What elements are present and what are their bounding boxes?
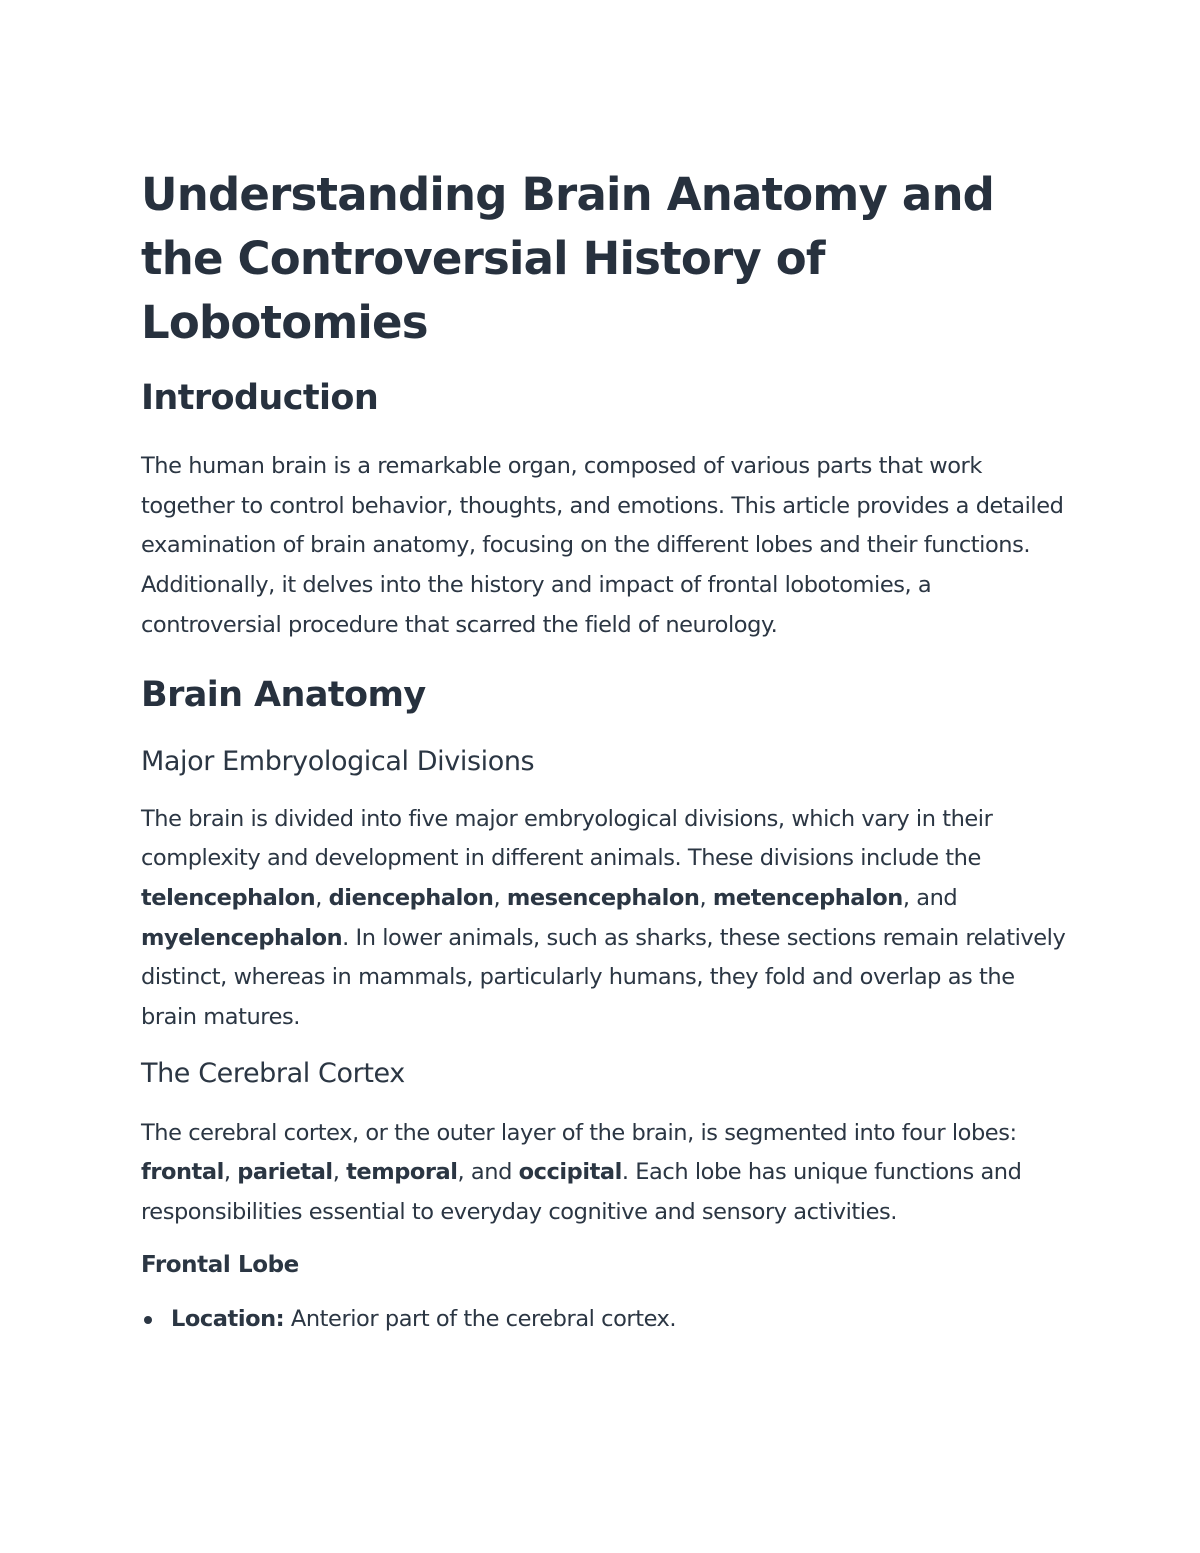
term-parietal: parietal [237,1159,333,1186]
term-temporal: temporal [346,1159,458,1186]
list-item [141,1300,1071,1340]
cerebral-cortex-paragraph [141,1114,1071,1233]
term-mesencephalon: mesencephalon [506,884,700,911]
cerebral-cortex-heading: The Cerebral Cortex [141,1057,405,1089]
embryological-divisions-heading: Major Embryological Divisions [141,745,535,777]
term-telencephalon: telencephalon [141,884,316,911]
page-title: Understanding Brain Anatomy and the Controversial History of Lobotomies [141,168,995,349]
embryological-divisions-paragraph [141,800,1071,1038]
document-page [141,163,1071,1340]
separator: , and [457,1159,519,1186]
brain-anatomy-heading: Brain Anatomy [141,674,426,715]
term-frontal: frontal [141,1159,224,1186]
text-run: . In lower animals, such as sharks, these sections remain relatively distinct, whereas in mammals, particularly humans, they fold and overlap as the brain matures. [141,924,1066,1031]
frontal-lobe-list [141,1300,1071,1340]
term-occipital: occipital [518,1159,622,1186]
separator: , [699,884,713,911]
introduction-paragraph: The human brain is a remarkable organ, composed of various parts that work together to control behavior, thoughts, and emotions. This article provides a detailed examination of brain anatomy, focusing on the different lobes and their functions. Additionally, it delves into the history and impact of frontal lobotomies, a controversial procedure that scarred the field of neurology. [141,453,1064,638]
term-myelencephalon: myelencephalon [141,924,343,951]
list-item-label: Location: [171,1305,285,1332]
text-run: The cerebral cortex, or the outer layer of the brain, is segmented into four lobes: [141,1119,1017,1146]
separator: , and [902,884,958,911]
frontal-lobe-heading: Frontal Lobe [141,1251,299,1278]
separator: , [315,884,329,911]
bullet-icon [144,1316,152,1324]
text-run: . Each lobe has unique functions and responsibilities essential to everyday cognitive and sensory activities. [141,1159,1022,1226]
separator: , [332,1159,347,1186]
term-metencephalon: metencephalon [712,884,903,911]
separator: , [493,884,507,911]
text-run: The brain is divided into five major embryological divisions, which vary in their complexity and development in different animals. These divisions include the [141,805,993,872]
term-diencephalon: diencephalon [328,884,494,911]
introduction-heading: Introduction [141,378,379,418]
separator: , [223,1159,238,1186]
list-item-text: Anterior part of the cerebral cortex. [284,1305,677,1332]
